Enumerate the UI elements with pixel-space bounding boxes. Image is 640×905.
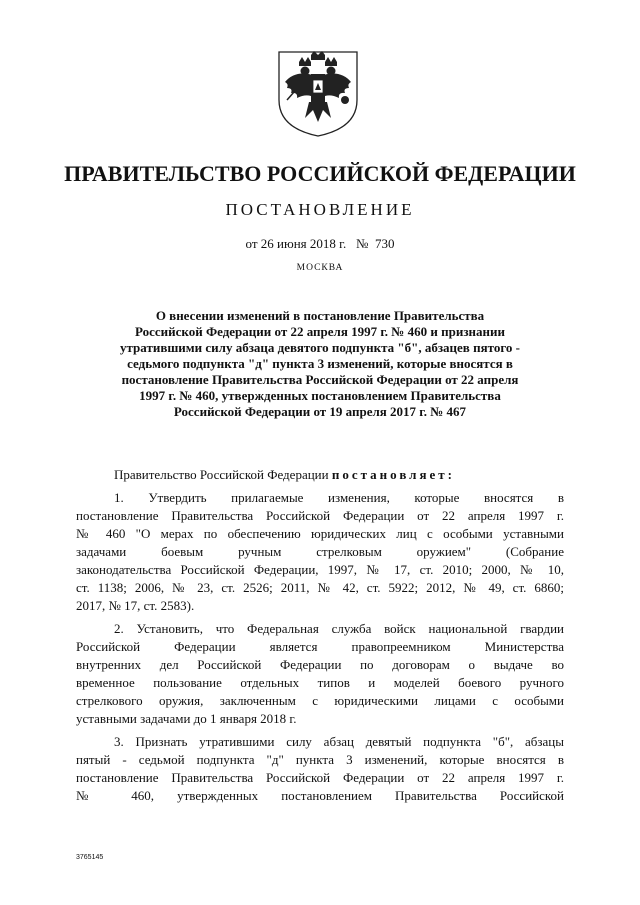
paragraph-line: временное пользование отдельных типов и моделей боевого ручного [76, 675, 564, 690]
paragraph-line: 2. Установить, что Федеральная служба войск национальной гвардии [114, 621, 564, 636]
document-type: ПОСТАНОВЛЕНИЕ [225, 200, 415, 219]
russian-coat-of-arms-icon [273, 48, 363, 138]
paragraph-line: стрелкового оружия, заключенным с юридическими лицами с особыми [76, 693, 564, 708]
paragraph-line: Российской Федерации является правопреемником Министерства [76, 639, 564, 654]
paragraph-line: пятый - седьмой подпункта "д" пункта 3 изменений, которые вносятся в [76, 752, 564, 767]
intro-text: Правительство Российской Федерации [114, 467, 329, 482]
paragraph-2 [76, 620, 564, 728]
paragraph-line: задачами боевым ручным стрелковым оружием" (Собрание [76, 544, 564, 559]
paragraph-line: 3. Признать утратившими силу абзац девятый подпункта "б", абзацы [114, 734, 564, 749]
paragraph-line: № 460, утвержденных постановлением Правительства Российской [76, 788, 564, 803]
intro-paragraph [76, 466, 564, 484]
paragraph-line: постановление Правительства Российской Федерации от 22 апреля 1997 г. [76, 508, 564, 523]
title-line: седьмого подпункта "д" пункта 3 изменений, которые вносятся в [127, 356, 513, 371]
title-line: Российской Федерации от 19 апреля 2017 г. № 467 [173, 404, 467, 419]
document-number: 730 [374, 236, 395, 251]
paragraph-line: уставными задачами до 1 января 2018 г. [76, 711, 297, 726]
organization-heading: ПРАВИТЕЛЬСТВО РОССИЙСКОЙ ФЕДЕРАЦИИ [64, 161, 576, 186]
paragraph-3 [76, 733, 564, 805]
document-date: от 26 июня 2018 г. [245, 236, 347, 251]
title-line: 1997 г. № 460, утвержденных постановлением Правительства [139, 388, 501, 403]
paragraph-line: ст. 1138; 2006, № 23, ст. 2526; 2011, № 42, ст. 5922; 2012, № 49, ст. 6860; [76, 580, 564, 595]
number-sign: № [356, 236, 369, 251]
document-id: 3765145 [76, 854, 104, 861]
paragraph-1 [76, 489, 564, 615]
paragraph-line: 2017, № 17, ст. 2583). [76, 598, 195, 613]
paragraph-line: законодательства Российской Федерации, 1997, № 17, ст. 2010; 2000, № 10, [76, 562, 564, 577]
title-line: О внесении изменений в постановление Правительства [155, 308, 485, 323]
document-title [110, 308, 530, 420]
intro-verb: постановляет: [331, 467, 455, 482]
title-line: Российской Федерации от 22 апреля 1997 г. № 460 и признании [134, 324, 506, 339]
paragraph-line: 1. Утвердить прилагаемые изменения, которые вносятся в [114, 490, 564, 505]
city: МОСКВА [296, 263, 344, 273]
paragraph-line: постановление Правительства Российской Федерации от 22 апреля 1997 г. [76, 770, 564, 785]
document-body [76, 466, 564, 810]
date-line [0, 236, 640, 252]
paragraph-line: внутренних дел Российской Федерации по договорам о выдаче во [76, 657, 564, 672]
title-line: постановление Правительства Российской Федерации от 22 апреля [121, 372, 519, 387]
paragraph-line: № 460 "О мерах по обеспечению юридических лиц с особыми уставными [76, 526, 564, 541]
title-line: утратившими силу абзаца девятого подпункта "б", абзацев пятого - [120, 340, 520, 355]
